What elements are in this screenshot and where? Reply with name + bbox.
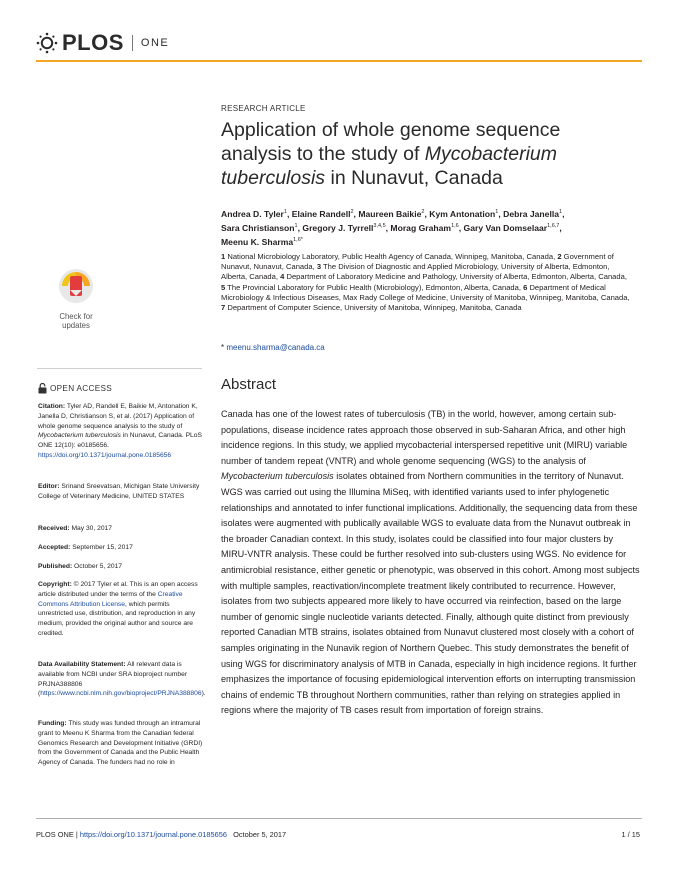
footer-rule [36,818,642,819]
author-name: Gary Van Domselaar$^{1,6,7}$ [463,222,560,233]
author-name: Meenu K. Sharma$^{1,6}$ [221,236,301,247]
check-for-updates-button[interactable] [52,268,100,330]
author-name: Sara Christianson$^1$ [221,222,298,233]
affiliation-item: 2 Government of Nunavut, Nunavut, Canada, [221,252,614,272]
author-affiliation-sup: 1 [283,209,287,215]
affiliation-item: 6 Department of Medical Microbiology & Infectious Diseases, Max Rady College of Medicine, University of Manitoba, Winnipeg, Manitoba, Canada, [221,282,630,302]
footer-date: October 5, 2017 [233,830,287,839]
author-name: Elaine Randell$^2$ [291,208,354,219]
check-updates-icon [58,268,94,304]
open-access-badge: OPEN ACCESS [38,383,112,394]
copyright-block: Copyright: © 2017 Tyler et al. This is an open access article distributed under the terms of the Creative Commons Attribution License, which permits unrestricted use, distribution, and reproduction in any medium, provided the original author and source are credited. [38,581,198,637]
author-line: Sara Christianson$^1$, Gregory J. Tyrrell$^{3,4,5}$, Morag Graham$^{1,6}$, Gary Van Domselaar$^{1,6,7}$, [221,222,562,233]
author-affiliation-sup: 1,6 [293,237,301,244]
article-type: RESEARCH ARTICLE [221,104,306,113]
author-line [221,234,631,248]
received-date: Received: May 30, 2017 [38,525,112,532]
data-availability-block: Data Availability Statement: All relevant data is available from NCBI under SRA bioproject number PRJNA388806 (https://www.ncbi.nlm.nih.gov/bioproject/PRJNA388806). [38,661,206,698]
affiliation-item: 1 National Microbiology Laboratory, Public Health Agency of Canada, Winnipeg, Manitoba, Canada, [221,252,558,261]
accepted-date: Accepted: September 15, 2017 [38,544,133,551]
footer-doi-link[interactable]: https://doi.org/10.1371/journal.pone.0185656 [79,830,227,839]
open-lock-icon [38,383,47,394]
affiliation-item: 7 Department of Computer Science, University of Manitoba, Winnipeg, Manitoba, Canada [221,303,522,313]
affiliation-item: 4 Department of Laboratory Medicine and Pathology, University of Alberta, Edmonton, Alberta, Canada, [280,272,627,282]
author-affiliation-sup: 1,6 [451,223,459,230]
author-list [221,206,631,248]
editor-block: Editor: Srinand Sreevatsan, Michigan State University College of Veterinary Medicine, UNITED STATES [38,483,200,500]
logo-wordmark: PLOS [62,30,124,55]
affiliation-item: 5 The Provincial Laboratory for Public Health (Microbiology), Edmonton, Alberta, Canada, [221,282,524,292]
author-name: Morag Graham$^{1,6}$ [390,222,459,233]
page-number: 1 / 15 [621,830,640,839]
citation-block: Citation: Tyler AD, Randell E, Baikie M, Antonation K, Janella D, Christianson S, et al. (2017) Application of whole genome sequence analysis to the study of Mycobacterium tuberculosis in Nunavut, Canada. PLoS ONE 12(10): e0185656. https://doi.org/10.1371/journal.pone.0185656 [38,403,202,459]
abstract-heading: Abstract [221,376,277,393]
check-updates-label: Check for updates [59,312,93,330]
author-name: Andrea D. Tyler$^1$ [221,208,287,219]
author-affiliation-sup: 1 [559,209,563,215]
corresponding-marker: * [300,237,303,244]
plos-sun-icon [36,32,58,54]
author-name: Maureen Baikie$^2$ [358,208,425,219]
citation-doi-link[interactable]: https://doi.org/10.1371/journal.pone.0185656 [38,451,172,459]
author-affiliation-sup: 1 [294,223,298,230]
author-line: Andrea D. Tyler$^1$, Elaine Randell$^2$, Maureen Baikie$^2$, Kym Antonation$^1$, Debra Janella$^1$, [221,208,565,219]
journal-name: ONE [140,37,170,49]
corresponding-email-link[interactable]: meenu.sharma@canada.ca [226,343,325,352]
funding-block: Funding: This study was funded through an intramural grant to Meenu K Sharma from the Canadian federal Genomics Research and Development Initiative (GRDI) from the Government of Canada and the Public Health Agency of Canada. The funders had no role in [38,720,203,767]
cc-license-link[interactable]: Creative Commons Attribution License [38,590,183,608]
author-name: Gregory J. Tyrrell$^{3,4,5}$ [302,222,386,233]
logo-divider [132,35,133,51]
author-affiliation-sup: 2 [421,209,425,215]
author-affiliation-sup: 2 [350,209,354,215]
published-date: Published: October 5, 2017 [38,563,123,570]
affiliations [221,252,631,313]
abstract-body: Canada has one of the lowest rates of tuberculosis (TB) in the world, however, among certain sub-populations, disease incidence rates approach those observed in sub-Saharan Africa, and other high incidence regions. In this study, we applied mycobacterial interspersed repetitive unit (MIRU) variable number of tandem repeat (VNTR) and whole genome sequencing (WGS) to the analysis of Mycobacterium tuberculosis isolates obtained from Northern communities in the territory of Nunavut. WGS was carried out using the Illumina MiSeq, with identified variants used to infer phylogenetic relationships and annotated to infer functional implications. Additionally, the sequencing data from these isolates were augmented with publically available WGS to evaluate data from the Nunavut outbreak in the broader Canadian context. In this study, isolates could be classified into four major clusters by MIRU-VNTR analysis. These could be further resolved into sub-clusters using WGS. No evidence for antimicrobial resistance, either genetic or phenotypic, was observed in this cohort. Among most subjects with multiple samples, reactivation/incomplete treatment likely contributed to recurrence. However, isolates from two subjects appeared more likely to have occurred via reinfection, based on the large number of genomic single nucleotide variants detected. Finally, although quite distinct from previously reported Canadian MTB strains, isolates obtained from Nunavut clustered most closely with a cohort of samples originating in the Nunavik region of Northern Quebec. This study demonstrates the benefit of using WGS for discriminatory analysis of MTB in Canada, especially in high incidence regions. It further emphasizes the importance of focusing epidemiological intervention efforts on interrupting transmission chains of endemic TB throughout Northern communities, rather than relying on strategies applied in regions where the majority of TB cases result from importation of foreign strains. [221,409,640,716]
author-affiliation-sup: 1 [495,209,499,215]
plos-one-logo[interactable] [36,30,169,56]
bioproject-link[interactable]: https://www.ncbi.nlm.nih.gov/bioproject/PRJNA388806 [40,690,202,698]
author-affiliation-sup: 1,6,7 [547,223,560,230]
page-footer: PLOS ONE | https://doi.org/10.1371/journal.pone.0185656 October 5, 2017 [36,830,287,839]
article-title: Application of whole genome sequence analysis to the study of Mycobacterium tuberculosis in Nunavut, Canada [221,119,561,189]
header-rule [36,60,642,62]
author-affiliation-sup: 3,4,5 [373,223,386,230]
corresponding-author: * meenu.sharma@canada.ca [221,343,325,352]
author-name: Debra Janella$^1$ [503,208,563,219]
author-name: Kym Antonation$^1$ [429,208,499,219]
affiliation-item: 3 The Division of Diagnostic and Applied Microbiology, University of Alberta, Edmonton, Alberta, Canada, [221,262,610,282]
sidebar-rule [37,368,202,369]
